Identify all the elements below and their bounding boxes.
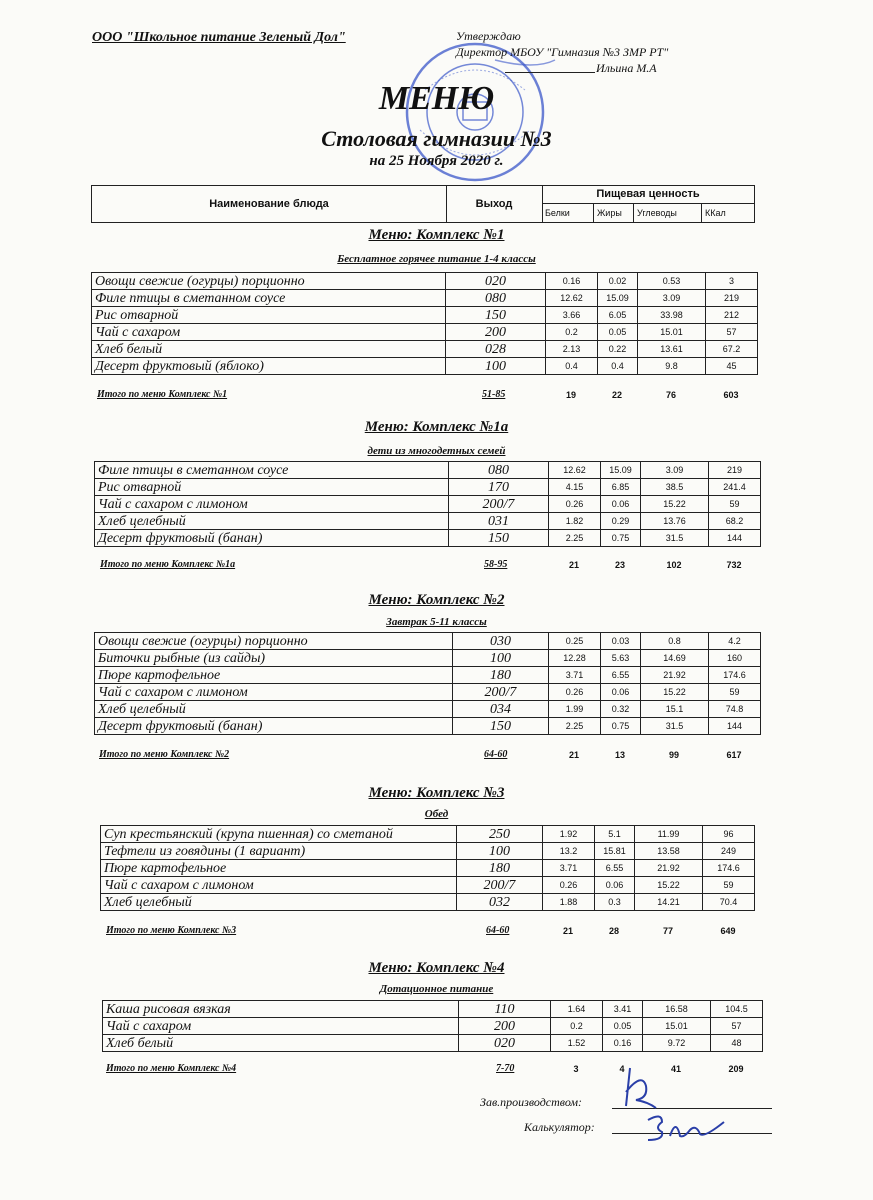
dish-output: 200/7: [457, 877, 543, 894]
dish-kcal: 144: [709, 718, 761, 735]
dish-carbs: 38.5: [641, 479, 709, 496]
dish-carbs: 31.5: [641, 718, 709, 735]
section-title: Меню: Комплекс №4: [368, 960, 505, 976]
signature-calculator-mark-icon: [640, 1110, 730, 1145]
dish-protein: 4.15: [549, 479, 601, 496]
dish-carbs: 15.22: [641, 684, 709, 701]
dish-fat: 0.16: [603, 1035, 643, 1052]
table-row: [92, 324, 758, 341]
dish-fat: 0.32: [601, 701, 641, 718]
dish-name: Хлеб белый: [103, 1035, 459, 1052]
menu-table: [94, 461, 761, 547]
dish-name: Биточки рыбные (из сайды): [95, 650, 453, 667]
table-header: [91, 185, 755, 223]
table-row: [92, 307, 758, 324]
dish-fat: 0.03: [601, 633, 641, 650]
total-carbs: 41: [670, 1064, 681, 1074]
dish-output: 030: [453, 633, 549, 650]
dish-name: Хлеб целебный: [95, 513, 449, 530]
dish-output: 150: [453, 718, 549, 735]
dish-fat: 0.05: [598, 324, 638, 341]
dish-name: Овощи свежие (огурцы) порционно: [92, 273, 446, 290]
dish-carbs: 3.09: [641, 462, 709, 479]
dish-output: 180: [457, 860, 543, 877]
dish-protein: 1.88: [543, 894, 595, 911]
dish-protein: 3.66: [546, 307, 598, 324]
total-output: 51-85: [482, 389, 506, 400]
section-subtitle: дети из многодетных семей: [367, 445, 506, 457]
section-title: Меню: Комплекс №1а: [364, 419, 509, 435]
dish-fat: 6.55: [601, 667, 641, 684]
table-row: [95, 462, 761, 479]
approval-line3: Ильина М.А: [596, 61, 657, 75]
table-row: [92, 290, 758, 307]
total-kcal: 732: [726, 560, 742, 570]
dish-kcal: 96: [703, 826, 755, 843]
dish-output: 200/7: [453, 684, 549, 701]
dish-carbs: 11.99: [635, 826, 703, 843]
dish-fat: 0.75: [601, 718, 641, 735]
approval-line1: Утверждаю: [456, 29, 521, 43]
dish-name: Филе птицы в сметанном соусе: [95, 462, 449, 479]
table-row: [101, 826, 755, 843]
total-kcal: 649: [720, 926, 736, 936]
total-fat: 13: [614, 750, 625, 760]
total-protein: 19: [565, 390, 576, 400]
dish-protein: 0.2: [546, 324, 598, 341]
section-subtitle: Бесплатное горячее питание 1-4 классы: [337, 253, 536, 265]
total-label: Итого по меню Комплекс №3: [106, 925, 237, 936]
total-fat: 28: [608, 926, 619, 936]
dish-kcal: 68.2: [709, 513, 761, 530]
dish-protein: 1.99: [549, 701, 601, 718]
dish-fat: 3.41: [603, 1001, 643, 1018]
header-col-carbs: Углеводы: [634, 204, 702, 222]
dish-kcal: 4.2: [709, 633, 761, 650]
dish-output: 150: [449, 530, 549, 547]
total-output: 64-60: [484, 749, 508, 760]
signature-production-mark-icon: [612, 1062, 672, 1112]
dish-kcal: 249: [703, 843, 755, 860]
dish-output: 031: [449, 513, 549, 530]
section-title: Меню: Комплекс №3: [368, 785, 505, 801]
table-row: [95, 633, 761, 650]
dish-carbs: 14.69: [641, 650, 709, 667]
dish-fat: 0.06: [601, 684, 641, 701]
dish-output: 200/7: [449, 496, 549, 513]
header-col-fat: Жиры: [594, 204, 634, 222]
dish-carbs: 0.53: [638, 273, 706, 290]
total-protein: 21: [568, 750, 579, 760]
dish-output: 200: [459, 1018, 551, 1035]
dish-name: Десерт фруктовый (банан): [95, 530, 449, 547]
dish-output: 034: [453, 701, 549, 718]
section-title: Меню: Комплекс №2: [368, 592, 505, 608]
dish-name: Рис отварной: [92, 307, 446, 324]
table-row: [92, 273, 758, 290]
dish-protein: 0.25: [549, 633, 601, 650]
table-row: [103, 1018, 763, 1035]
dish-name: Филе птицы в сметанном соусе: [92, 290, 446, 307]
dish-carbs: 15.01: [638, 324, 706, 341]
dish-output: 100: [457, 843, 543, 860]
dish-carbs: 13.61: [638, 341, 706, 358]
dish-fat: 6.05: [598, 307, 638, 324]
total-fat: 22: [611, 390, 622, 400]
total-fat: 23: [614, 560, 625, 570]
dish-output: 180: [453, 667, 549, 684]
dish-carbs: 15.22: [635, 877, 703, 894]
dish-protein: 0.4: [546, 358, 598, 375]
dish-protein: 3.71: [549, 667, 601, 684]
dish-kcal: 174.6: [703, 860, 755, 877]
table-row: [95, 650, 761, 667]
dish-name: Чай с сахаром с лимоном: [101, 877, 457, 894]
dish-carbs: 15.01: [643, 1018, 711, 1035]
table-row: [95, 701, 761, 718]
dish-kcal: 57: [711, 1018, 763, 1035]
header-col-kcal: ККал: [705, 208, 726, 218]
dish-kcal: 45: [706, 358, 758, 375]
total-label: Итого по меню Комплекс №2: [99, 749, 230, 760]
table-row: [103, 1001, 763, 1018]
dish-carbs: 31.5: [641, 530, 709, 547]
dish-output: 170: [449, 479, 549, 496]
dish-kcal: 219: [706, 290, 758, 307]
dish-output: 020: [459, 1035, 551, 1052]
section-subtitle: Дотационное питание: [379, 983, 494, 995]
dish-output: 250: [457, 826, 543, 843]
dish-name: Тефтели из говядины (1 вариант): [101, 843, 457, 860]
dish-fat: 0.3: [595, 894, 635, 911]
total-protein: 3: [573, 1064, 579, 1074]
table-row: [101, 843, 755, 860]
dish-kcal: 104.5: [711, 1001, 763, 1018]
dish-fat: 0.05: [603, 1018, 643, 1035]
table-row: [95, 530, 761, 547]
table-row: [92, 358, 758, 375]
total-output: 58-95: [484, 559, 508, 570]
table-row: [95, 684, 761, 701]
dish-carbs: 9.8: [638, 358, 706, 375]
dish-protein: 0.26: [543, 877, 595, 894]
total-output: 7-70: [496, 1063, 515, 1074]
dish-carbs: 21.92: [635, 860, 703, 877]
dish-kcal: 48: [711, 1035, 763, 1052]
dish-output: 100: [446, 358, 546, 375]
approval-block: [456, 28, 668, 76]
dish-kcal: 3: [706, 273, 758, 290]
table-row: [101, 860, 755, 877]
dish-fat: 0.02: [598, 273, 638, 290]
dish-kcal: 67.2: [706, 341, 758, 358]
dish-output: 200: [446, 324, 546, 341]
total-fat: 4: [619, 1064, 625, 1074]
dish-carbs: 33.98: [638, 307, 706, 324]
approval-signature-line: [505, 72, 595, 73]
dish-name: Чай с сахаром: [103, 1018, 459, 1035]
total-protein: 21: [568, 560, 579, 570]
dish-kcal: 59: [709, 496, 761, 513]
dish-protein: 1.52: [551, 1035, 603, 1052]
dish-protein: 0.26: [549, 496, 601, 513]
dish-name: Рис отварной: [95, 479, 449, 496]
dish-output: 080: [449, 462, 549, 479]
dish-kcal: 144: [709, 530, 761, 547]
approval-line2: Директор МБОУ "Гимназия №3 ЗМР РТ": [456, 45, 669, 59]
dish-protein: 2.13: [546, 341, 598, 358]
table-row: [95, 479, 761, 496]
dish-protein: 0.2: [551, 1018, 603, 1035]
dish-fat: 0.06: [601, 496, 641, 513]
dish-kcal: 59: [709, 684, 761, 701]
dish-kcal: 59: [703, 877, 755, 894]
dish-protein: 0.26: [549, 684, 601, 701]
dish-fat: 5.63: [601, 650, 641, 667]
dish-fat: 5.1: [595, 826, 635, 843]
dish-protein: 2.25: [549, 530, 601, 547]
dish-carbs: 3.09: [638, 290, 706, 307]
dish-carbs: 16.58: [643, 1001, 711, 1018]
dish-name: Десерт фруктовый (яблоко): [92, 358, 446, 375]
total-label: Итого по меню Комплекс №4: [106, 1063, 237, 1074]
table-row: [95, 667, 761, 684]
dish-name: Чай с сахаром: [92, 324, 446, 341]
dish-fat: 0.06: [595, 877, 635, 894]
dish-kcal: 74.8: [709, 701, 761, 718]
dish-name: Хлеб белый: [92, 341, 446, 358]
dish-output: 110: [459, 1001, 551, 1018]
total-label: Итого по меню Комплекс №1а: [100, 559, 236, 570]
dish-fat: 0.22: [598, 341, 638, 358]
company-name: ООО "Школьное питание Зеленый Дол": [92, 30, 346, 45]
total-kcal: 603: [723, 390, 739, 400]
dish-fat: 0.29: [601, 513, 641, 530]
header-col-protein: Белки: [542, 204, 594, 222]
dish-carbs: 15.1: [641, 701, 709, 718]
total-carbs: 102: [666, 560, 682, 570]
dish-name: Хлеб целебный: [101, 894, 457, 911]
dish-name: Каша рисовая вязкая: [103, 1001, 459, 1018]
dish-carbs: 13.76: [641, 513, 709, 530]
header-nutrition: Пищевая ценность: [542, 186, 754, 204]
dish-output: 020: [446, 273, 546, 290]
dish-carbs: 14.21: [635, 894, 703, 911]
dish-protein: 12.62: [546, 290, 598, 307]
dish-carbs: 9.72: [643, 1035, 711, 1052]
signature-production-label: Зав.производством:: [480, 1095, 583, 1109]
total-output: 64-60: [486, 925, 510, 936]
table-row: [101, 894, 755, 911]
dish-name: Пюре картофельное: [95, 667, 453, 684]
page-subtitle: Столовая гимназии №3: [321, 126, 552, 151]
dish-output: 080: [446, 290, 546, 307]
dish-name: Пюре картофельное: [101, 860, 457, 877]
total-kcal: 617: [726, 750, 742, 760]
dish-output: 100: [453, 650, 549, 667]
dish-carbs: 13.58: [635, 843, 703, 860]
menu-table: [102, 1000, 763, 1052]
dish-kcal: 219: [709, 462, 761, 479]
dish-fat: 15.09: [598, 290, 638, 307]
dish-protein: 2.25: [549, 718, 601, 735]
dish-protein: 1.82: [549, 513, 601, 530]
section-title: Меню: Комплекс №1: [368, 227, 505, 243]
dish-kcal: 57: [706, 324, 758, 341]
section-subtitle: Обед: [424, 808, 449, 820]
dish-kcal: 174.6: [709, 667, 761, 684]
total-kcal: 209: [728, 1064, 744, 1074]
total-carbs: 99: [668, 750, 679, 760]
section-subtitle: Завтрак 5-11 классы: [386, 616, 487, 628]
table-row: [95, 718, 761, 735]
dish-fat: 15.09: [601, 462, 641, 479]
dish-kcal: 212: [706, 307, 758, 324]
total-carbs: 77: [662, 926, 673, 936]
dish-name: Десерт фруктовый (банан): [95, 718, 453, 735]
table-row: [95, 513, 761, 530]
dish-carbs: 15.22: [641, 496, 709, 513]
menu-table: [100, 825, 755, 911]
dish-fat: 15.81: [595, 843, 635, 860]
dish-protein: 13.2: [543, 843, 595, 860]
dish-protein: 0.16: [546, 273, 598, 290]
table-row: [95, 496, 761, 513]
dish-name: Чай с сахаром с лимоном: [95, 496, 449, 513]
page-title: МЕНЮ: [378, 80, 495, 117]
dish-protein: 1.92: [543, 826, 595, 843]
dish-output: 032: [457, 894, 543, 911]
signature-calculator-label: Калькулятор:: [524, 1120, 595, 1134]
dish-fat: 0.75: [601, 530, 641, 547]
menu-table: [91, 272, 758, 375]
dish-fat: 6.85: [601, 479, 641, 496]
dish-carbs: 0.8: [641, 633, 709, 650]
total-label: Итого по меню Комплекс №1: [97, 389, 228, 400]
menu-table: [94, 632, 761, 735]
total-protein: 21: [562, 926, 573, 936]
dish-output: 150: [446, 307, 546, 324]
dish-protein: 12.62: [549, 462, 601, 479]
dish-carbs: 21.92: [641, 667, 709, 684]
dish-name: Суп крестьянский (крупа пшенная) со сметаной: [101, 826, 457, 843]
dish-kcal: 241.4: [709, 479, 761, 496]
menu-date: на 25 Ноября 2020 г.: [369, 153, 504, 169]
dish-kcal: 160: [709, 650, 761, 667]
header-output: Выход: [446, 186, 543, 222]
dish-name: Овощи свежие (огурцы) порционно: [95, 633, 453, 650]
dish-kcal: 70.4: [703, 894, 755, 911]
table-row: [101, 877, 755, 894]
header-name: Наименование блюда: [92, 186, 447, 222]
dish-protein: 12.28: [549, 650, 601, 667]
dish-fat: 0.4: [598, 358, 638, 375]
dish-name: Хлеб целебный: [95, 701, 453, 718]
dish-protein: 3.71: [543, 860, 595, 877]
dish-protein: 1.64: [551, 1001, 603, 1018]
table-row: [103, 1035, 763, 1052]
dish-name: Чай с сахаром с лимоном: [95, 684, 453, 701]
table-row: [92, 341, 758, 358]
dish-fat: 6.55: [595, 860, 635, 877]
total-carbs: 76: [665, 390, 676, 400]
dish-output: 028: [446, 341, 546, 358]
